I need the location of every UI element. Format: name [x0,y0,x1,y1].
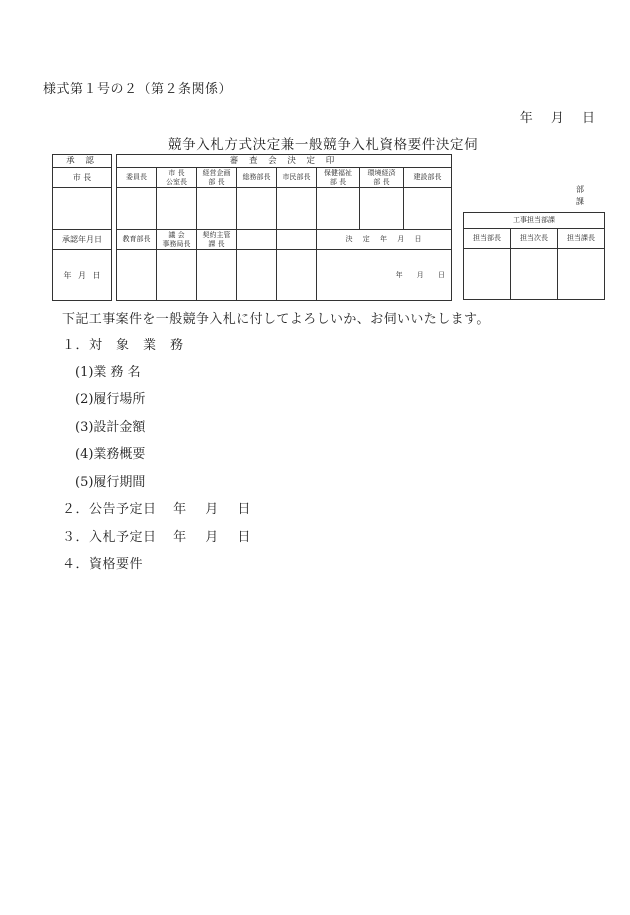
review-col: 保健福祉 部 長 [317,168,360,188]
section-1-heading: １．対 象 業 務 [62,338,184,353]
stamp-cell [404,188,452,230]
review-col: 市 長 公室長 [157,168,197,188]
approval-table [52,154,112,301]
stamp-cell [277,250,317,301]
item-business-name: (1)業 務 名 [75,365,141,380]
blank-cell [277,230,317,250]
date-line: 年 月 日 [519,111,595,126]
review-stamp-row [117,188,452,230]
stamp-cell [237,188,277,230]
review-stamp-row-2 [117,250,452,301]
bid-date-value: 年 月 日 [173,530,251,545]
decision-date-label: 決 定 年 月 日 [317,230,452,250]
department-table [463,212,605,300]
section-3-heading [62,526,251,545]
stamp-cell [197,188,237,230]
item-performance-period: (5)履行期間 [75,475,146,490]
stamp-cell [360,188,404,230]
approval-date-value: 年 月 日 [53,250,112,301]
review-col: 委員長 [117,168,157,188]
item-business-overview: (4)業務概要 [75,447,146,462]
stamp-cell [317,188,360,230]
review-col: 議 会 事務局長 [157,230,197,250]
stamp-cell [464,249,511,300]
review-col: 建設部長 [404,168,452,188]
announcement-date-label: ２．公告予定日 [62,502,157,517]
stamp-cell [117,188,157,230]
bid-date-label: ３．入札予定日 [62,530,157,545]
stamp-cell [237,250,277,301]
approval-date-label: 承認年月日 [53,230,112,250]
department-section-marks: 部 課 [576,185,584,206]
stamp-cell [558,249,605,300]
department-col: 担当課長 [558,229,605,249]
stamp-cell [277,188,317,230]
department-header: 工事担当部課 [464,213,605,229]
review-col: 教育部長 [117,230,157,250]
review-col: 契約主管 課 長 [197,230,237,250]
stamp-cell [511,249,558,300]
review-column-row [117,168,452,188]
stamp-cell [197,250,237,301]
department-col: 担当次長 [511,229,558,249]
announcement-date-value: 年 月 日 [173,502,251,517]
mayor-label: 市 長 [53,168,112,188]
form-label: 様式第１号の２（第２条関係） [43,82,233,97]
document-title: 競争入札方式決定兼一般競争入札資格要件決定伺 [168,137,479,153]
section-4-heading: ４．資格要件 [62,557,144,572]
department-col: 担当部長 [464,229,511,249]
stamp-cell [157,188,197,230]
review-col: 総務部長 [237,168,277,188]
decision-date-value: 年 月 日 [317,250,452,301]
stamp-cell [157,250,197,301]
item-performance-place: (2)履行場所 [75,392,146,407]
review-col: 環境経済 部 長 [360,168,404,188]
request-text: 下記工事案件を一般競争入札に付してよろしいか、お伺いいたします。 [62,312,490,327]
section-2-heading [62,498,251,517]
item-design-amount: (3)設計金額 [75,420,146,435]
stamp-cell [117,250,157,301]
approval-header: 承 認 [53,155,112,168]
mayor-stamp-cell [53,188,112,230]
review-committee-table [116,154,452,301]
review-col: 経営企画 部 長 [197,168,237,188]
review-header: 審 査 会 決 定 印 [117,155,452,168]
review-col: 市民部長 [277,168,317,188]
blank-cell [237,230,277,250]
review-column-row-2 [117,230,452,250]
